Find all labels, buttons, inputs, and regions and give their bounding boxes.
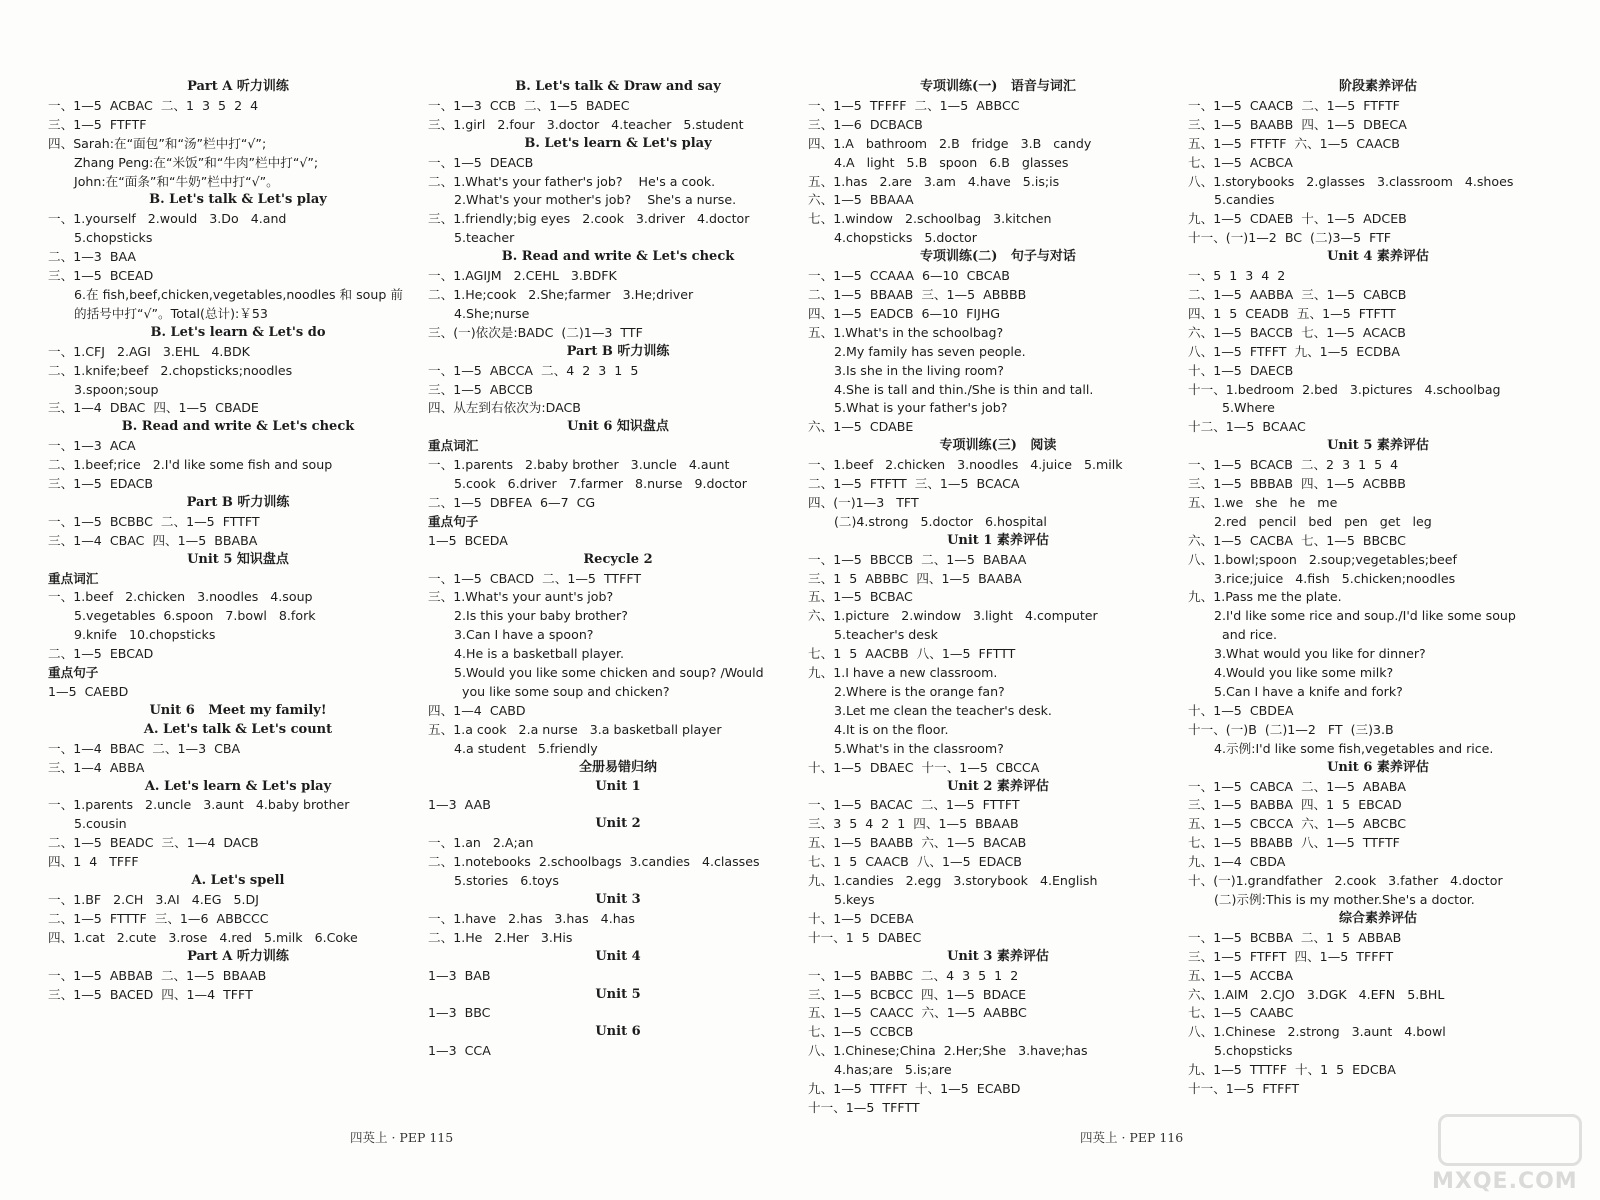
answer-line: you like some soup and chicken? — [462, 684, 670, 699]
answer-line: 1—5 BCEDA — [428, 532, 508, 548]
answer-line: 三、1—4 ABBA — [48, 759, 145, 775]
subsection-label: 重点词汇 — [48, 570, 99, 586]
answer-line: 3.What would you like for dinner? — [1214, 646, 1426, 662]
section-heading: B. Read and write & Let's check — [121, 419, 355, 435]
answer-line: (二)示例:This is my mother.She's a doctor. — [1214, 891, 1475, 907]
section-heading: Unit 5 — [595, 986, 641, 1002]
section-heading: Unit 3 素养评估 — [947, 948, 1049, 964]
answer-line: 五、1—5 FTFTF 六、1—5 CAACB — [1188, 135, 1400, 151]
answer-line: 5.What's in the classroom? — [834, 740, 1004, 756]
section-heading: A. Let's learn & Let's play — [144, 778, 332, 794]
subsection-label: 重点句子 — [48, 665, 99, 681]
answer-line: 一、1—3 CCB 二、1—5 BADEC — [428, 97, 630, 113]
answer-line: 一、1—5 BCBBC 二、1—5 FTTFT — [48, 513, 260, 529]
answer-line: 四、1 4 TFFF — [48, 854, 139, 870]
section-heading: Part B 听力训练 — [186, 494, 290, 510]
answer-line: (二)4.strong 5.doctor 6.hospital — [834, 513, 1047, 529]
answer-line: 4.Would you like some milk? — [1214, 665, 1394, 681]
answer-column-2 — [428, 78, 808, 1061]
answer-line: 十一、(一)B (二)1—2 FT (三)3.B — [1188, 721, 1394, 737]
answer-line: 十一、1.bedroom 2.bed 3.pictures 4.schoolbag — [1188, 381, 1501, 397]
answer-line: 二、1—5 AABBA 三、1—5 CABCB — [1188, 286, 1407, 302]
answer-line: 5.stories 6.toys — [454, 873, 559, 889]
answer-line: 5.Where — [1222, 400, 1275, 416]
answer-line: 十、1—5 CBDEA — [1188, 702, 1294, 718]
answer-line: 三、1—4 CBAC 四、1—5 BBABA — [48, 532, 258, 548]
page-footer-right: 四英上 · PEP 116 — [1080, 1130, 1184, 1145]
answer-line: 1—3 CCA — [428, 1043, 491, 1059]
answer-line: 十一、1—5 FTFFT — [1188, 1081, 1300, 1097]
section-heading: Unit 2 — [595, 816, 641, 832]
answer-line: 三、1—5 EDACB — [48, 476, 154, 492]
answer-line: 5.keys — [834, 891, 875, 907]
answer-line: 五、1—5 BAABB 六、1—5 BACAB — [808, 835, 1027, 851]
answer-line: 二、1.notebooks 2.schoolbags 3.candies 4.classes — [428, 854, 760, 870]
answer-line: 九、1.Pass me the plate. — [1188, 589, 1342, 605]
answer-line: 9.knife 10.chopsticks — [74, 627, 216, 643]
answer-line: 一、1—5 ACBAC 二、1 3 5 2 4 — [48, 97, 259, 113]
answer-line: 九、1—5 TTFFT 十、1—5 ECABD — [808, 1081, 1021, 1097]
answer-line: 4.示例:I'd like some fish,vegetables and rice. — [1214, 740, 1494, 756]
answer-line: 三、1—5 FTFFT 四、1—5 TFFFT — [1188, 948, 1394, 964]
answer-line: 4.He is a basketball player. — [454, 646, 624, 662]
answer-line: 二、1—5 FTFTT 三、1—5 BCACA — [808, 476, 1020, 492]
answer-line: 5.teacher's desk — [834, 627, 938, 643]
answer-line: 二、1.beef;rice 2.I'd like some fish and soup — [48, 457, 333, 473]
answer-line: 八、1—5 FTFFT 九、1—5 ECDBA — [1188, 343, 1401, 359]
answer-line: 三、1 5 ABBBC 四、1—5 BAABA — [808, 570, 1022, 586]
answer-line: 5.What is your father's job? — [834, 400, 1008, 416]
answer-line: 三、1—5 BCEAD — [48, 268, 154, 284]
section-heading: Unit 4 — [595, 948, 641, 964]
page-footer-left: 四英上 · PEP 115 — [350, 1130, 454, 1145]
answer-line: 2.Is this your baby brother? — [454, 608, 628, 624]
answer-line: 八、1.Chinese 2.strong 3.aunt 4.bowl — [1188, 1024, 1446, 1040]
section-heading: Unit 6 — [595, 1024, 641, 1040]
section-heading: 专项训练(三) 阅读 — [939, 438, 1057, 454]
section-heading: Unit 1 素养评估 — [947, 532, 1049, 548]
section-heading: B. Let's learn & Let's play — [524, 135, 712, 151]
section-heading: 专项训练(一) 语音与词汇 — [920, 79, 1076, 94]
answer-line: 一、1.AGIJM 2.CEHL 3.BDFK — [428, 268, 617, 284]
answer-line: 十、1—5 DAECB — [1188, 362, 1294, 378]
answer-line: 七、1—5 ACBCA — [1188, 154, 1293, 170]
section-heading: Unit 5 素养评估 — [1327, 438, 1429, 454]
answer-line: 三、1—5 BACED 四、1—4 TFFT — [48, 986, 253, 1002]
answer-line: 三、1—5 BCBCC 四、1—5 BDACE — [808, 986, 1027, 1002]
answer-line: 一、1.CFJ 2.AGI 3.EHL 4.BDK — [48, 343, 250, 359]
answer-column-3 — [808, 78, 1188, 1118]
answer-line: 六、1.picture 2.window 3.light 4.computer — [808, 608, 1098, 624]
answer-line: 八、1.bowl;spoon 2.soup;vegetables;beef — [1188, 551, 1457, 567]
answer-line: 一、1.beef 2.chicken 3.noodles 4.soup — [48, 589, 313, 605]
section-heading: B. Let's learn & Let's do — [150, 324, 326, 340]
answer-line: 二、1—5 EBCAD — [48, 646, 154, 662]
watermark-text: MXQE.COM — [1432, 1169, 1578, 1194]
answer-line: 二、1—5 BBAAB 三、1—5 ABBBB — [808, 286, 1027, 302]
section-heading: Part A 听力训练 — [187, 948, 289, 964]
answer-line: 六、1—5 CDABE — [808, 419, 914, 435]
answer-line: 一、1.an 2.A;an — [428, 835, 534, 851]
answer-line: 五、1—5 BCBAC — [808, 589, 913, 605]
section-heading: Part B 听力训练 — [566, 343, 670, 359]
answer-line: 四、1.A bathroom 2.B fridge 3.B candy — [808, 135, 1092, 151]
answer-line: 一、1—5 CAACB 二、1—5 FTFTF — [1188, 97, 1400, 113]
answer-line: 十、1—5 DBAEC 十一、1—5 CBCCA — [808, 759, 1040, 775]
answer-line: 三、1—5 ABCCB — [428, 381, 534, 397]
answer-line: 一、1—5 CABCA 二、1—5 ABABA — [1188, 778, 1406, 794]
answer-line: 三、1.What's your aunt's job? — [428, 589, 614, 605]
answer-stamp-icon — [1438, 1114, 1582, 1166]
answer-line: 二、1—3 BAA — [48, 249, 137, 265]
answer-column-4 — [1188, 78, 1568, 1099]
section-heading: A. Let's spell — [191, 873, 285, 889]
answer-line: 三、3 5 4 2 1 四、1—5 BBAAB — [808, 816, 1019, 832]
answer-line: 4.A light 5.B spoon 6.B glasses — [834, 154, 1069, 170]
answer-line: 五、1.What's in the schoolbag? — [808, 324, 1004, 340]
section-heading: Part A 听力训练 — [187, 79, 289, 94]
answer-line: 一、1—4 BBAC 二、1—3 CBA — [48, 740, 241, 756]
section-heading: Unit 1 — [595, 778, 641, 794]
answer-line: 五、1.a cook 2.a nurse 3.a basketball player — [428, 721, 722, 737]
answer-line: 2.Where is the orange fan? — [834, 684, 1005, 699]
answer-line: 三、1—5 BAABB 四、1—5 DBECA — [1188, 116, 1407, 132]
answer-line: 一、1.yourself 2.would 3.Do 4.and — [48, 211, 287, 227]
answer-line: 三、1—5 FTFTF — [48, 116, 147, 132]
subsection-label: 重点词汇 — [428, 438, 479, 454]
answer-line: 五、1—5 CAACC 六、1—5 AABBC — [808, 1005, 1027, 1021]
answer-line: 十、(一)1.grandfather 2.cook 3.father 4.doctor — [1188, 873, 1503, 889]
answer-line: 2.red pencil bed pen get leg — [1214, 513, 1432, 529]
answer-line: 5.vegetables 6.spoon 7.bowl 8.fork — [74, 608, 316, 624]
answer-line: 十一、1 5 DABEC — [808, 929, 922, 945]
answer-line: 九、1.I have a new classroom. — [808, 665, 998, 681]
section-heading: Unit 4 素养评估 — [1327, 249, 1429, 265]
answer-line: 4.She is tall and thin./She is thin and tall. — [834, 381, 1094, 397]
answer-line: 二、1.knife;beef 2.chopsticks;noodles — [48, 362, 293, 378]
answer-line: 三、1—4 DBAC 四、1—5 CBADE — [48, 400, 259, 416]
section-heading: Recycle 2 — [583, 551, 653, 567]
answer-line: 四、(一)1—3 TFT — [808, 494, 919, 510]
section-heading: B. Let's talk & Let's play — [149, 192, 327, 208]
answer-line: 3.Let me clean the teacher's desk. — [834, 702, 1052, 718]
answer-line: 5.chopsticks — [74, 230, 153, 246]
answer-line: 一、1.BF 2.CH 3.AI 4.EG 5.DJ — [48, 891, 259, 907]
answer-line: 一、1—5 ABBAB 二、1—5 BBAAB — [48, 967, 267, 983]
answer-line: 4.has;are 5.is;are — [834, 1062, 952, 1078]
answer-line: 三、1.friendly;big eyes 2.cook 3.driver 4.doctor — [428, 211, 750, 227]
answer-line: 一、1—5 BCBBA 二、1 5 ABBAB — [1188, 929, 1402, 945]
answer-line: 一、1.beef 2.chicken 3.noodles 4.juice 5.milk — [808, 457, 1123, 473]
section-heading: B. Let's talk & Draw and say — [515, 79, 721, 94]
answer-line: 三、1.girl 2.four 3.doctor 4.teacher 5.student — [428, 116, 744, 132]
answer-line: 五、1.has 2.are 3.am 4.have 5.is;is — [808, 173, 1060, 189]
answer-line: 一、1—3 ACA — [48, 438, 136, 454]
section-heading: 阶段素养评估 — [1338, 79, 1417, 94]
answer-line: 三、1—6 DCBACB — [808, 116, 923, 132]
answer-line: 二、1.He;cook 2.She;farmer 3.He;driver — [428, 286, 694, 302]
answer-line: 九、1.candies 2.egg 3.storybook 4.English — [808, 873, 1098, 889]
answer-line: 1—3 BAB — [428, 967, 491, 983]
answer-line: 1—5 CAEBD — [48, 684, 129, 699]
watermark-logo — [1432, 1114, 1582, 1194]
answer-line: 十二、1—5 BCAAC — [1188, 419, 1306, 435]
answer-line: 四、1.cat 2.cute 3.rose 4.red 5.milk 6.Coke — [48, 929, 358, 945]
section-heading: Unit 2 素养评估 — [947, 778, 1049, 794]
answer-line: 一、1.parents 2.uncle 3.aunt 4.baby brother — [48, 797, 350, 813]
answer-line: 三、(一)依次是:BADC (二)1—3 TTF — [428, 324, 643, 340]
section-heading: Unit 6 素养评估 — [1327, 759, 1429, 775]
answer-line: 一、1—5 CCAAA 6—10 CBCAB — [808, 268, 1010, 284]
answer-line: 九、1—5 TTTFF 十、1 5 EDCBA — [1188, 1062, 1396, 1078]
section-heading: A. Let's talk & Let's count — [143, 721, 333, 737]
answer-line: John:在“面条”和“牛奶”栏中打“√”。 — [74, 173, 279, 189]
answer-line: 1—3 BBC — [428, 1005, 491, 1021]
answer-line: 一、1—5 TFFFF 二、1—5 ABBCC — [808, 97, 1020, 113]
answer-line: 四、从左到右依次为:DACB — [428, 400, 581, 416]
answer-line: 一、1—5 DEACB — [428, 154, 534, 170]
subsection-label: 重点句子 — [428, 513, 479, 529]
answer-line: 3.Can I have a spoon? — [454, 627, 594, 643]
answer-line: 5.cook 6.driver 7.farmer 8.nurse 9.doctor — [454, 476, 747, 492]
answer-line: 七、1 5 CAACB 八、1—5 EDACB — [808, 854, 1022, 870]
answer-line: 5.Would you like some chicken and soup? /Would — [454, 665, 764, 681]
answer-line: 十一、1—5 TFFTT — [808, 1099, 920, 1115]
answer-line: 五、1—5 CBCCA 六、1—5 ABCBC — [1188, 816, 1407, 832]
answer-line: and rice. — [1222, 627, 1278, 643]
answer-line: 一、1—5 BABBC 二、4 3 5 1 2 — [808, 967, 1019, 983]
answer-line: 5.chopsticks — [1214, 1043, 1293, 1059]
section-heading: Unit 6 知识盘点 — [567, 419, 669, 435]
answer-line: 七、1—5 CCBCB — [808, 1024, 914, 1040]
answer-line: 一、1—5 BBCCB 二、1—5 BABAA — [808, 551, 1027, 567]
section-heading: B. Read and write & Let's check — [501, 249, 735, 265]
answer-line: 八、1.Chinese;China 2.Her;She 3.have;has — [808, 1043, 1088, 1059]
answer-line: 六、1—5 BACCB 七、1—5 ACACB — [1188, 324, 1406, 340]
answer-line: 二、1—5 FTTTF 三、1—6 ABBCCC — [48, 910, 269, 926]
answer-line: 的括号中打“√”。Total(总计):￥53 — [74, 305, 268, 321]
answer-line: 5.teacher — [454, 230, 515, 246]
section-heading: 全册易错归纳 — [578, 759, 657, 775]
answer-line: 3.Is she in the living room? — [834, 362, 1004, 378]
answer-line: 二、1—5 DBFEA 6—7 CG — [428, 494, 596, 510]
answer-line: 五、1.we she he me — [1188, 494, 1338, 510]
section-heading: Unit 5 知识盘点 — [187, 551, 289, 567]
answer-line: 七、1—5 CAABC — [1188, 1005, 1294, 1021]
section-heading: 专项训练(二) 句子与对话 — [920, 249, 1076, 265]
answer-line: 四、1—4 CABD — [428, 702, 526, 718]
answer-line: 一、1.have 2.has 3.has 4.has — [428, 910, 635, 926]
answer-line: 5.cousin — [74, 816, 127, 832]
answer-line: 6.在 fish,beef,chicken,vegetables,noodles 和 soup 前 — [74, 286, 403, 302]
answer-line: 3.spoon;soup — [74, 381, 159, 397]
answer-line: 二、1.What's your father's job? He's a cook. — [428, 173, 716, 189]
answer-line: 一、5 1 3 4 2 — [1188, 268, 1286, 284]
answer-line: 4.chopsticks 5.doctor — [834, 230, 977, 246]
answer-line: 2.My family has seven people. — [834, 343, 1026, 359]
answer-line: 一、1—5 CBACD 二、1—5 TTFFT — [428, 570, 642, 586]
answer-line: 4.a student 5.friendly — [454, 740, 598, 756]
answer-line: 九、1—4 CBDA — [1188, 854, 1286, 870]
answer-line: 八、1.storybooks 2.glasses 3.classroom 4.shoes — [1188, 173, 1514, 189]
answer-line: 一、1—5 BCACB 二、2 3 1 5 4 — [1188, 457, 1399, 473]
section-heading: Unit 6 Meet my family! — [149, 702, 327, 718]
answer-line: 一、1—5 ABCCA 二、4 2 3 1 5 — [428, 362, 639, 378]
answer-line: 十一、(一)1—2 BC (二)3—5 FTF — [1188, 230, 1392, 246]
answer-line: 七、1 5 AACBB 八、1—5 FFTTT — [808, 646, 1016, 662]
answer-line: 2.I'd like some rice and soup./I'd like some soup — [1214, 608, 1516, 624]
answer-line: 二、1—5 BEADC 三、1—4 DACB — [48, 835, 259, 851]
answer-line: 1—3 AAB — [428, 797, 491, 813]
answer-line: 二、1.He 2.Her 3.His — [428, 929, 573, 945]
answer-line: 3.rice;juice 4.fish 5.chicken;noodles — [1214, 570, 1456, 586]
answer-line: 4.It is on the floor. — [834, 721, 949, 737]
answer-line: 六、1—5 CACBA 七、1—5 BBCBC — [1188, 532, 1406, 548]
answer-line: 一、1—5 BACAC 二、1—5 FTTFT — [808, 797, 1020, 813]
answer-line: 5.candies — [1214, 192, 1275, 208]
answer-line: 一、1.parents 2.baby brother 3.uncle 4.aunt — [428, 457, 730, 473]
answer-line: 三、1—5 BBBAB 四、1—5 ACBBB — [1188, 476, 1406, 492]
answer-line: 七、1—5 BBABB 八、1—5 TTFTF — [1188, 835, 1400, 851]
answer-line: Zhang Peng:在“米饭”和“牛肉”栏中打“√”; — [74, 154, 319, 170]
answer-line: 四、Sarah:在“面包”和“汤”栏中打“√”; — [48, 135, 267, 151]
answer-line: 五、1—5 ACCBA — [1188, 967, 1294, 983]
section-heading: Unit 3 — [595, 891, 641, 907]
answer-line: 四、1 5 CEADB 五、1—5 FTFTT — [1188, 305, 1396, 321]
answer-line: 十、1—5 DCEBA — [808, 910, 914, 926]
answer-column-1 — [48, 78, 428, 1004]
answer-line: 5.Can I have a knife and fork? — [1214, 684, 1403, 699]
answer-line: 七、1.window 2.schoolbag 3.kitchen — [808, 211, 1052, 227]
answer-line: 六、1—5 BBAAA — [808, 192, 914, 208]
answer-line: 六、1.AIM 2.CJO 3.DGK 4.EFN 5.BHL — [1188, 986, 1445, 1002]
answer-line: 四、1—5 EADCB 6—10 FIJHG — [808, 305, 1001, 321]
answer-line: 三、1—5 BABBA 四、1 5 EBCAD — [1188, 797, 1402, 813]
answer-line: 4.She;nurse — [454, 305, 530, 321]
section-heading: 综合素养评估 — [1338, 910, 1417, 926]
answer-line: 九、1—5 CDAEB 十、1—5 ADCEB — [1188, 211, 1407, 227]
answer-line: 2.What's your mother's job? She's a nurse. — [454, 192, 737, 208]
